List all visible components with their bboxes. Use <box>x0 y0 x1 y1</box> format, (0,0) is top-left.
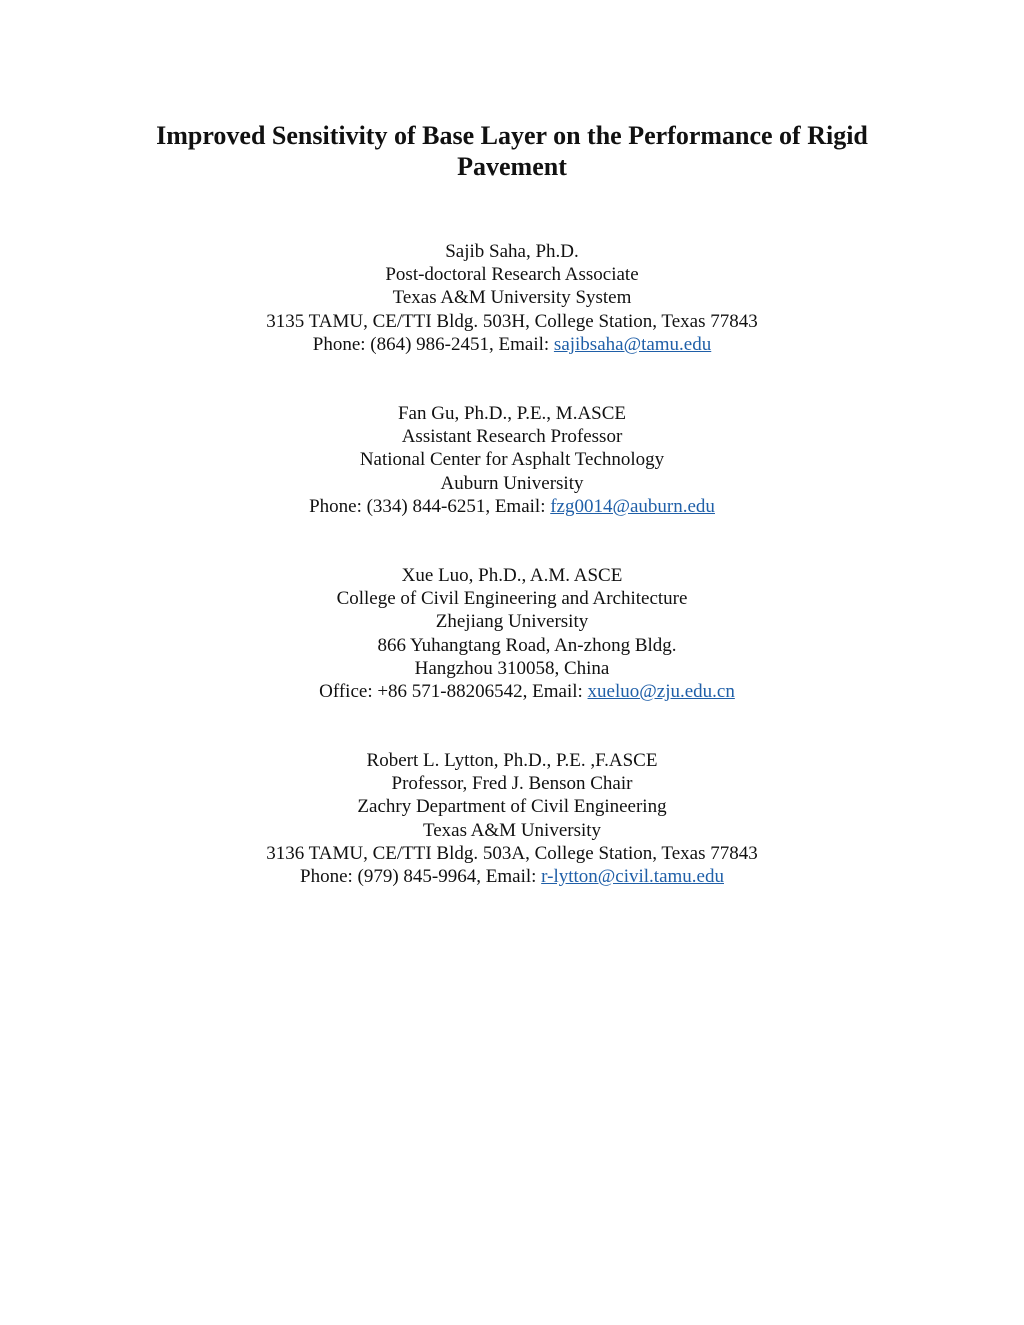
author-name: Fan Gu, Ph.D., P.E., M.ASCE <box>397 403 627 424</box>
author-block-lytton <box>112 749 912 888</box>
author-position: College of Civil Engineering and Architecture <box>336 588 688 610</box>
author-position: Professor, Fred J. Benson Chair <box>391 773 633 795</box>
author-contact <box>112 495 912 518</box>
author-block-saha <box>112 240 912 356</box>
author-department: Zachry Department of Civil Engineering <box>357 796 667 818</box>
email-link[interactable]: xueluo@zju.edu.cn <box>587 681 735 703</box>
author-address: Auburn University <box>440 472 584 494</box>
contact-prefix: Phone: (864) 986-2451, Email: <box>312 333 554 355</box>
author-address: 866 Yuhangtang Road, An-zhong Bldg. <box>377 634 677 656</box>
paper-title <box>112 120 912 182</box>
author-city: Hangzhou 310058, China <box>414 657 610 679</box>
author-address: 3136 TAMU, CE/TTI Bldg. 503A, College Station, Texas 77843 <box>266 842 758 864</box>
author-block-gu <box>112 402 912 518</box>
email-link[interactable]: fzg0014@auburn.edu <box>550 495 715 517</box>
author-affiliation: National Center for Asphalt Technology <box>359 449 665 471</box>
author-block-luo <box>112 564 912 703</box>
author-affiliation: Texas A&M University System <box>392 287 632 309</box>
author-name: Sajib Saha, Ph.D. <box>445 241 579 262</box>
author-contact <box>112 333 912 356</box>
author-affiliation: Zhejiang University <box>435 611 589 633</box>
author-name: Xue Luo, Ph.D., A.M. ASCE <box>401 565 623 586</box>
title-line-2: Pavement <box>457 152 567 181</box>
contact-prefix: Phone: (334) 844-6251, Email: <box>309 495 551 517</box>
contact-prefix: Phone: (979) 845-9964, Email: <box>300 866 542 888</box>
author-name: Robert L. Lytton, Ph.D., P.E. ,F.ASCE <box>366 750 658 771</box>
author-contact <box>112 865 912 888</box>
email-link[interactable]: sajibsaha@tamu.edu <box>553 333 712 355</box>
author-address: 3135 TAMU, CE/TTI Bldg. 503H, College Station, Texas 77843 <box>266 310 758 332</box>
contact-prefix: Office: +86 571-88206542, Email: <box>319 681 588 703</box>
author-position: Post-doctoral Research Associate <box>385 264 639 286</box>
email-link[interactable]: r-lytton@civil.tamu.edu <box>541 866 724 888</box>
author-affiliation: Texas A&M University <box>422 819 602 841</box>
title-line-1: Improved Sensitivity of Base Layer on the Performance of Rigid <box>156 121 868 150</box>
author-contact <box>112 680 912 703</box>
author-position: Assistant Research Professor <box>401 426 623 448</box>
